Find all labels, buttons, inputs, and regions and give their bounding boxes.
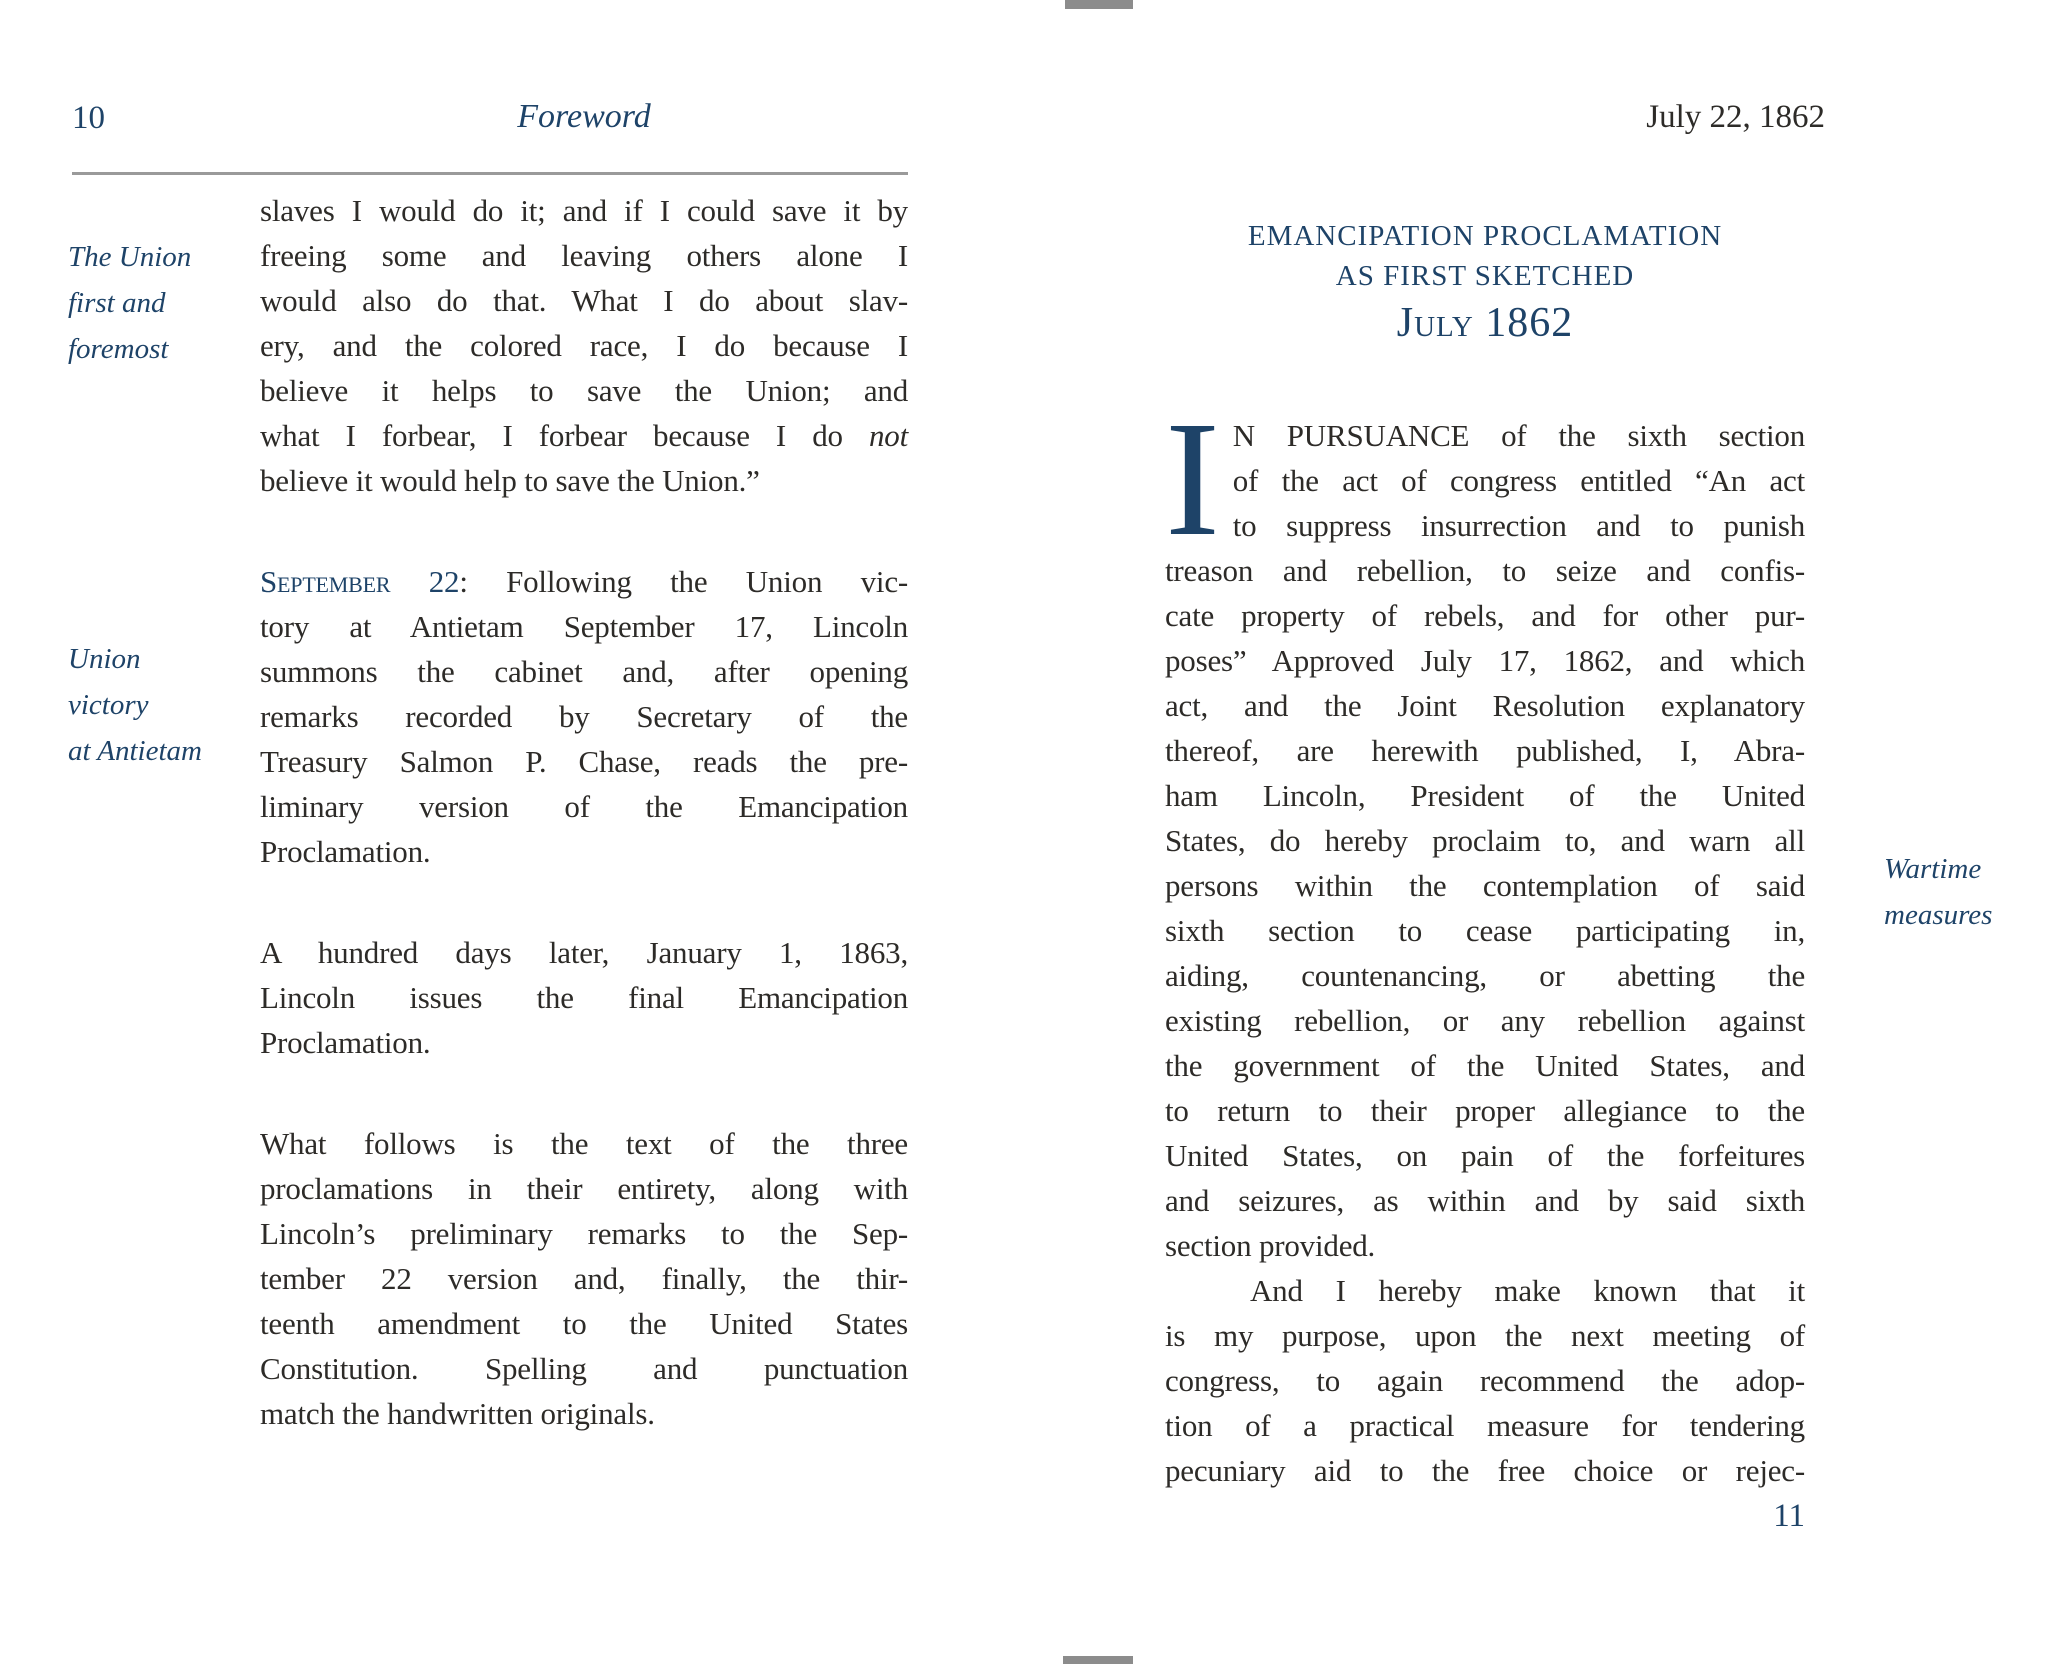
body-line: ham Lincoln, President of the United [1165,778,1805,813]
body-line: congress, to again recommend the adop- [1165,1363,1805,1398]
body-line: the government of the United States, and [1165,1048,1805,1083]
body-line: what I forbear, I forbear because I do not [260,418,908,453]
paragraph [260,559,908,874]
chapter-heading-date: July 1862 [1396,300,1574,346]
margin-note-line: Union [68,643,141,675]
body-line: section provided. [1165,1228,1376,1263]
body-line: What follows is the text of the three [260,1126,908,1161]
body-line: and seizures, as within and by said sixth [1165,1183,1805,1218]
body-line: And I hereby make known that it [1250,1273,1805,1308]
body-line: persons within the contemplation of said [1165,868,1805,903]
header-rule [72,172,908,175]
margin-note-line: victory [68,689,149,721]
body-line: believe it helps to save the Union; and [260,373,908,408]
margin-note-line: Wartime [1884,853,1982,885]
body-line: existing rebellion, or any rebellion against [1165,1003,1805,1038]
paragraph [1165,1268,1805,1493]
margin-note-line: The Union [68,241,192,273]
left-running-head: Foreword [517,98,651,135]
body-line: believe it would help to save the Union.” [260,463,760,498]
margin-note [1884,846,2044,938]
body-line: remarks recorded by Secretary of the [260,699,908,734]
body-line: would also do that. What I do about slav- [260,283,908,318]
right-body-text [1165,387,1805,1493]
body-line: slaves I would do it; and if I could save it by [260,193,908,228]
chapter-heading-line2: AS FIRST SKETCHED [1335,260,1635,292]
body-line: sixth section to cease participating in, [1165,913,1805,948]
body-line: Lincoln’s preliminary remarks to the Sep- [260,1216,908,1251]
paragraph [1165,387,1805,1268]
body-line: tember 22 version and, finally, the thir- [260,1261,908,1296]
body-line: freeing some and leaving others alone I [260,238,908,273]
body-line: poses” Approved July 17, 1862, and which [1165,643,1805,678]
body-line: States, do hereby proclaim to, and warn all [1165,823,1805,858]
body-line: A hundred days later, January 1, 1863, [260,935,908,970]
body-line: pecuniary aid to the free choice or rejec- [1165,1453,1805,1488]
body-line: teenth amendment to the United States [260,1306,908,1341]
body-line: is my purpose, upon the next meeting of [1165,1318,1805,1353]
body-line: Treasury Salmon P. Chase, reads the pre- [260,744,908,779]
body-line: of the act of congress entitled “An act [1232,463,1805,498]
body-line: act, and the Joint Resolution explanatory [1165,688,1805,723]
left-page-number: 10 [72,100,105,136]
body-line: treason and rebellion, to seize and confis- [1165,553,1805,588]
body-line: ery, and the colored race, I do because I [260,328,908,363]
body-line: Proclamation. [260,834,431,869]
drop-cap: I [1165,387,1220,570]
body-line: Constitution. Spelling and punctuation [260,1351,908,1386]
body-line: Proclamation. [260,1025,431,1060]
margin-note [68,234,253,372]
body-line: liminary version of the Emancipation [260,789,908,824]
right-running-head: July 22, 1862 [1646,99,1825,135]
body-line: summons the cabinet and, after opening [260,654,908,689]
body-line: tion of a practical measure for tendering [1165,1408,1805,1443]
chapter-heading [1165,216,1805,348]
body-line: Lincoln issues the final Emancipation [260,980,908,1015]
date-lead-small-caps: September 22 [260,564,460,599]
body-line: match the handwritten originals. [260,1396,655,1431]
page-fold-mark-top [1065,0,1133,9]
margin-note-line: foremost [68,333,169,365]
body-line: September 22: Following the Union vic- [260,564,908,599]
paragraph [260,1121,908,1436]
page-fold-mark-bottom [1063,1656,1133,1664]
body-line: United States, on pain of the forfeitures [1165,1138,1805,1173]
paragraph [260,188,908,503]
margin-note-line: first and [68,287,166,319]
body-line: to return to their proper allegiance to the [1165,1093,1805,1128]
body-line: to suppress insurrection and to punish [1232,508,1805,543]
body-line: N PURSUANCE of the sixth section [1232,418,1805,453]
chapter-heading-line1: EMANCIPATION PROCLAMATION [1247,220,1723,252]
body-line: cate property of rebels, and for other pur- [1165,598,1805,633]
left-body-text [260,188,908,1436]
margin-note [68,636,253,774]
body-line: tory at Antietam September 17, Lincoln [260,609,908,644]
body-line: aiding, countenancing, or abetting the [1165,958,1805,993]
body-line: proclamations in their entirety, along with [260,1171,908,1206]
body-line: thereof, are herewith published, I, Abra- [1165,733,1805,768]
paragraph [260,930,908,1065]
margin-note-line: measures [1884,899,1993,931]
margin-note-line: at Antietam [68,735,202,767]
right-page-number: 11 [1773,1498,1805,1534]
